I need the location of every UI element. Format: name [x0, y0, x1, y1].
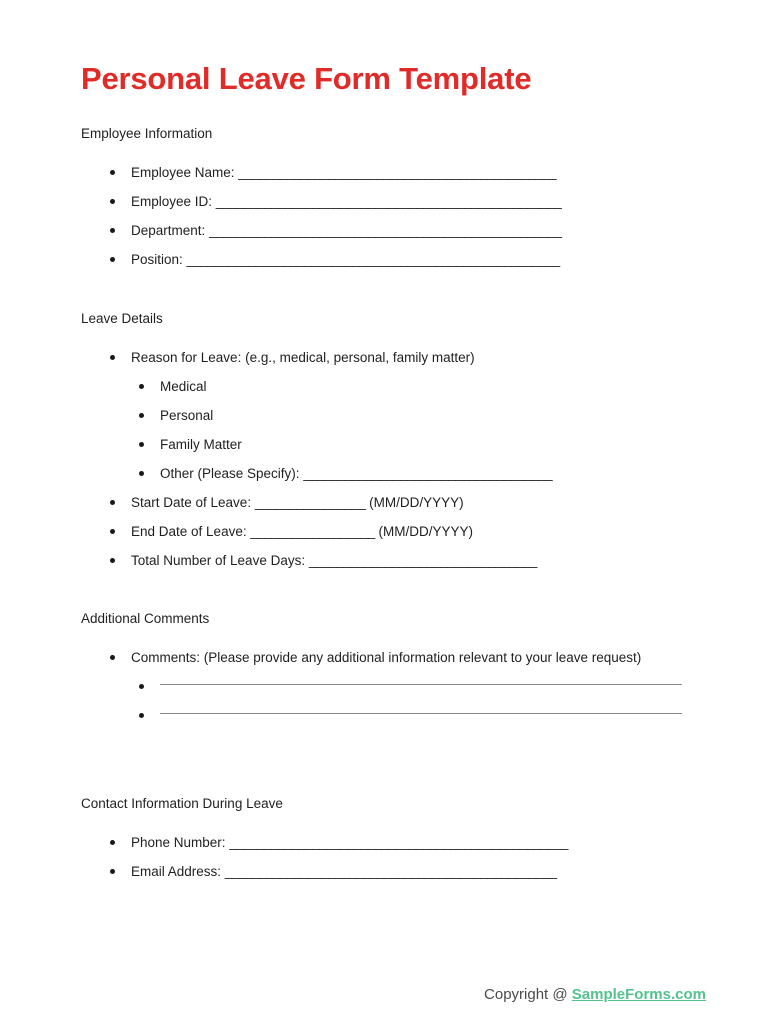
field-position: [81, 245, 721, 274]
section-heading-leave-details: Leave Details: [81, 311, 163, 326]
leave-details-list: [81, 343, 721, 575]
field-employee-id: [81, 187, 721, 216]
option-medical[interactable]: [131, 372, 721, 401]
additional-comments-list: [81, 643, 721, 730]
field-label-phone-number: Phone Number:: [131, 834, 230, 850]
section-employee-information: [81, 125, 721, 274]
field-department: [81, 216, 721, 245]
field-label-employee-id: Employee ID:: [131, 193, 216, 209]
bullet-icon: [110, 170, 115, 175]
comment-blank-lines-list: [131, 672, 721, 730]
bullet-icon: [139, 684, 144, 689]
employee-information-list: [81, 158, 721, 274]
section-heading-employee-information: Employee Information: [81, 126, 213, 141]
bullet-icon: [110, 500, 115, 505]
bullet-icon: [110, 355, 115, 360]
section-leave-details: [81, 310, 721, 575]
bullet-icon: [110, 199, 115, 204]
section-additional-comments: [81, 610, 721, 730]
field-label-position: Position:: [131, 251, 187, 267]
field-total-leave-days: [81, 546, 721, 575]
bullet-icon: [139, 713, 144, 718]
field-blank-employee-name[interactable]: ______________________________________________: [238, 164, 557, 180]
section-heading-additional-comments: Additional Comments: [81, 611, 210, 626]
option-label-family-matter: Family Matter: [160, 436, 242, 452]
field-employee-name: [81, 158, 721, 187]
field-blank-email-address[interactable]: ________________________________________________: [224, 863, 557, 879]
footer-copyright-text: Copyright @: [484, 986, 572, 1003]
option-family-matter[interactable]: [131, 430, 721, 459]
comment-rule-2[interactable]: [160, 713, 682, 714]
field-blank-phone-number[interactable]: _________________________________________________: [229, 834, 568, 850]
field-blank-employee-id[interactable]: __________________________________________________: [215, 193, 562, 209]
field-blank-position[interactable]: ______________________________________________________: [186, 251, 560, 267]
field-hint-start-date: (MM/DD/YYYY): [365, 494, 464, 510]
option-label-personal: Personal: [160, 407, 214, 423]
field-reason-for-leave: [81, 343, 721, 488]
bullet-icon: [139, 471, 144, 476]
field-blank-total-leave-days[interactable]: _________________________________: [308, 552, 537, 568]
field-hint-end-date: (MM/DD/YYYY): [374, 523, 473, 539]
bullet-icon: [139, 384, 144, 389]
option-label-medical: Medical: [160, 378, 207, 394]
footer-brand-link[interactable]: SampleForms.com: [571, 986, 706, 1003]
bullet-icon: [110, 228, 115, 233]
field-end-date: [81, 517, 721, 546]
comment-rule-1[interactable]: [160, 684, 682, 685]
bullet-icon: [110, 257, 115, 262]
field-label-start-date: Start Date of Leave:: [131, 494, 255, 510]
field-label-total-leave-days: Total Number of Leave Days:: [131, 552, 309, 568]
option-other[interactable]: [131, 459, 721, 488]
field-blank-start-date[interactable]: ________________: [254, 494, 366, 510]
contact-information-list: [81, 828, 721, 886]
section-heading-contact-information: Contact Information During Leave: [81, 796, 283, 811]
field-phone-number: [81, 828, 721, 857]
field-label-end-date: End Date of Leave:: [131, 523, 251, 539]
field-email-address: [81, 857, 721, 886]
field-blank-other[interactable]: ____________________________________: [303, 465, 553, 481]
field-label-comments: Comments: (Please provide any additional information relevant to your leave request): [131, 649, 642, 665]
footer: [0, 986, 766, 1003]
bullet-icon: [139, 442, 144, 447]
reason-options-list: [131, 372, 721, 488]
page-title: Personal Leave Form Template: [81, 61, 532, 96]
field-label-employee-name: Employee Name:: [131, 164, 239, 180]
comment-blank-line-1[interactable]: [131, 672, 721, 701]
option-personal[interactable]: [131, 401, 721, 430]
bullet-icon: [110, 655, 115, 660]
bullet-icon: [110, 529, 115, 534]
section-contact-information: [81, 795, 721, 886]
field-comments: [81, 643, 721, 730]
bullet-icon: [110, 840, 115, 845]
field-start-date: [81, 488, 721, 517]
bullet-icon: [110, 869, 115, 874]
bullet-icon: [110, 558, 115, 563]
field-blank-department[interactable]: ___________________________________________________: [209, 222, 562, 238]
field-label-department: Department:: [131, 222, 210, 238]
field-label-reason-for-leave: Reason for Leave: (e.g., medical, personal, family matter): [131, 349, 475, 365]
comment-blank-line-2[interactable]: [131, 701, 721, 730]
field-blank-end-date[interactable]: __________________: [250, 523, 375, 539]
option-label-other: Other (Please Specify):: [160, 465, 304, 481]
field-label-email-address: Email Address:: [131, 863, 225, 879]
bullet-icon: [139, 413, 144, 418]
